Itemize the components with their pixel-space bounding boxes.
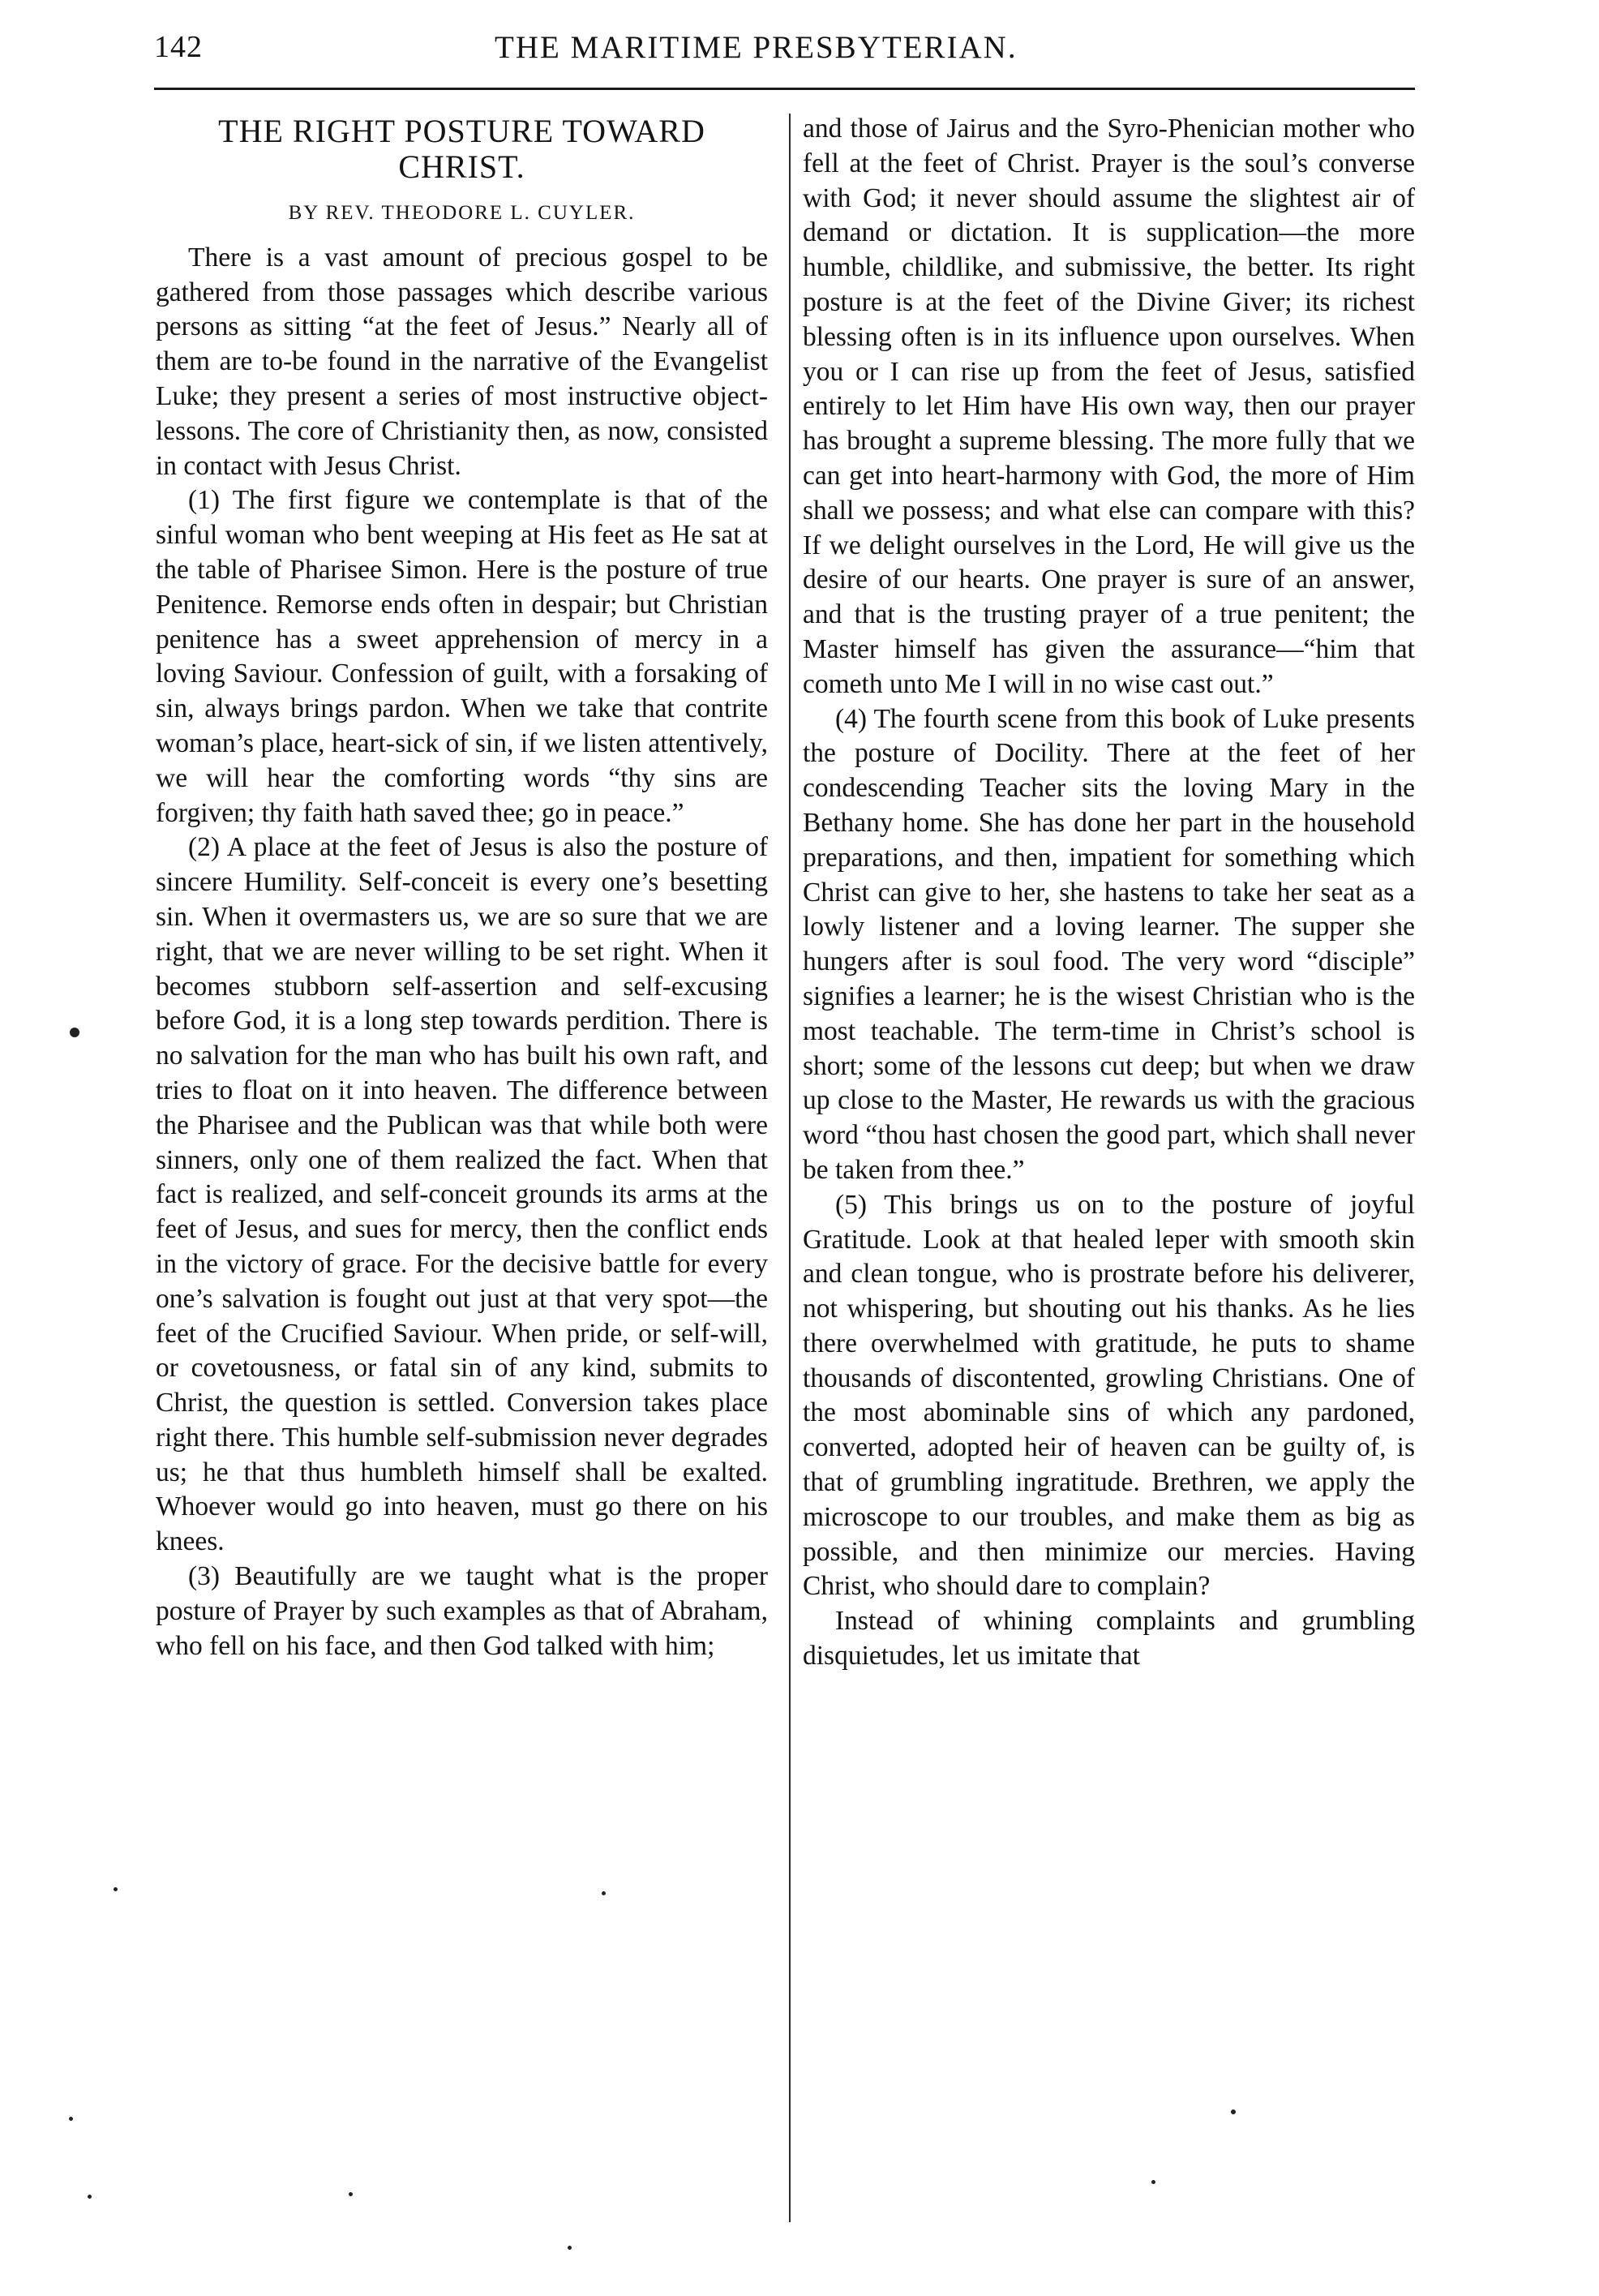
paragraph-docility: (4) The fourth scene from this book of Luke presents the posture of Docility. There at the feet of her condescending Teacher sits the loving Mary in the Bethany home. She has done her part in the household preparations, and then, impatient for something which Christ can give to her, she hastens to take her seat as a lowly listener and a loving learner. The supper she hungers after is soul food. The very word “disciple” signifies a learner; he is the wisest Christian who is the most teachable. The term-time in Christ’s school is short; some of the lessons cut deep; but when we draw up close to the Master, He rewards us with the gracious word “thou hast chosen the good part, which shall never be taken from thee.” [803, 703, 1415, 1185]
paragraph-penitence: (1) The first figure we contemplate is that of the sinful woman who bent weeping at His feet as He sat at the table of Pharisee Simon. Here is the posture of true Penitence. Remorse ends often in despair; but Christian penitence has a sweet apprehension of mercy in a loving Saviour. Confession of guilt, with a forsaking of sin, always brings pardon. When we take that contrite woman’s place, heart-sick of sin, if we listen attentively, we will hear the comforting words “thy sins are forgiven; thy faith hath saved thee; go in peace.” [156, 485, 768, 828]
ink-speck [1151, 2180, 1155, 2184]
ink-speck [69, 2117, 73, 2121]
paragraph-prayer: (3) Beautifully are we taught what is the proper posture of Prayer by such examples as that of Abraham, who fell on his face, and then God talked with him; [156, 1561, 768, 1661]
ink-speck [602, 1891, 606, 1895]
ink-speck [1231, 2109, 1236, 2114]
paragraph-humility: (2) A place at the feet of Jesus is also the posture of sincere Humility. Self-conceit is every one’s besetting sin. When it overmasters us, we are so sure that we are right, that we are never willing to be set right. When it becomes stubborn self-assertion and self-excusing before God, it is a long step towards perdition. There is no salvation for the man who has built his own raft, and tries to float on it into heaven. The difference between the Pharisee and the Publican was that while both were sinners, only one of them realized the fact. When that fact is realized, and self-conceit grounds its arms at the feet of Jesus, and sues for mercy, then the conflict ends in the victory of grace. For the decisive battle for every one’s salvation is fought out just at that very spot—the feet of the Crucified Saviour. When pride, or self-will, or covetousness, or fatal sin of any kind, submits to Christ, the question is settled. Conversion takes place right there. This humble self-submission never degrades us; he that thus humbleth himself shall be exalted. Whoever would go into heaven, must go there on his knees. [156, 832, 768, 1557]
ink-speck [349, 2192, 353, 2196]
paragraph-intro: There is a vast amount of precious gospel to be gathered from those passages which describe various persons as sitting “at the feet of Jesus.” Nearly all of them are to-be found in the narrative of the Evangelist Luke; they present a series of most instructive object-lessons. The core of Christianity then, as now, consisted in contact with Jesus Christ. [156, 242, 768, 481]
page-number: 142 [154, 30, 203, 64]
paragraph-closing: Instead of whining complaints and grumbling disquietudes, let us imitate that [803, 1606, 1415, 1672]
right-column [803, 112, 1415, 1674]
column-rule [789, 114, 791, 2222]
article-title-line-1: THE RIGHT POSTURE TOWARD [218, 113, 705, 149]
header-rule [154, 88, 1415, 90]
ink-speck [88, 2195, 92, 2199]
left-column [156, 114, 768, 1663]
byline: BY REV. THEODORE L. CUYLER. [288, 202, 636, 224]
article-title-line-2: CHRIST. [398, 148, 525, 185]
paragraph-gratitude: (5) This brings us on to the posture of joyful Gratitude. Look at that healed leper with smooth skin and clean tongue, who is prostrate before his deliverer, not whispering, but shouting out his thanks. As he lies there overwhelmed with gratitude, he puts to shame thousands of discontented, growling Christians. One of the most abominable sins of which any pardoned, converted, adopted heir of heaven can be guilty of, is that of grumbling ingratitude. Brethren, we apply the microscope to our troubles, and make them as big as possible, and then minimize our mercies. Having Christ, who should dare to complain? [803, 1189, 1415, 1602]
article-title [156, 114, 768, 185]
ink-speck [568, 2246, 572, 2250]
ink-speck [114, 1887, 118, 1891]
paragraph-prayer-continued: and those of Jairus and the Syro-Phenician mother who fell at the feet of Christ. Prayer is the soul’s converse with God; it never should assume the slightest air of demand or dictation. It is supplication—the more humble, childlike, and submissive, the better. Its right posture is at the feet of the Divine Giver; its richest blessing often is in its influence upon ourselves. When you or I can rise up from the feet of Jesus, satisfied entirely to let Him have His own way, then our prayer has brought a supreme blessing. The more fully that we can get into heart-harmony with God, the more of Him shall we possess; and what else can compare with this? If we delight ourselves in the Lord, He will give us the desire of our hearts. One prayer is sure of an answer, and that is the trusting prayer of a true penitent; the Master himself has given the assurance—“him that cometh unto Me I will in no wise cast out.” [803, 114, 1415, 699]
ink-speck [70, 1028, 79, 1037]
page-header [154, 28, 1419, 76]
running-head: THE MARITIME PRESBYTERIAN. [495, 30, 1018, 65]
